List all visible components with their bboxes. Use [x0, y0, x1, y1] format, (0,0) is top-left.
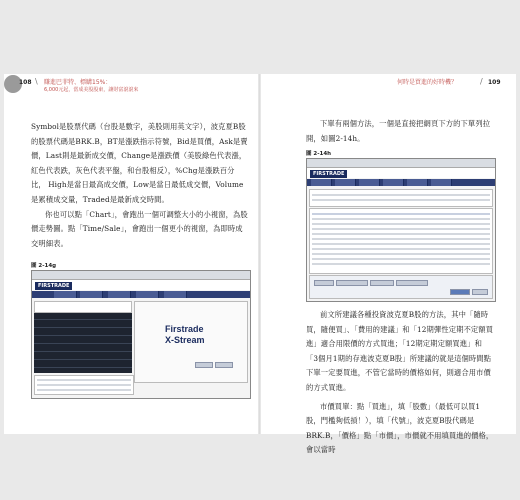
right-header-title: 何時是買進的好時機？: [397, 79, 458, 86]
figure-brand-firstrade: Firstrade: [165, 324, 204, 334]
left-paragraph-2: 你也可以點「Chart」，會跑出一個可調整大小的小視窗，為股價走勢圖。點「Time/Sale」，會跑出一個更小的視窗，為即時成交明細表。: [31, 209, 248, 248]
left-page-number: 108: [19, 79, 32, 86]
header-divider-icon: /: [480, 77, 483, 86]
right-intro-text: [306, 117, 494, 146]
book-spread: [4, 74, 516, 455]
book-gutter: [258, 74, 261, 434]
left-header-title: 賺進巴菲特、標購15%：: [44, 79, 112, 86]
right-body-text: [306, 308, 494, 458]
left-paragraph-1: Symbol是股票代碼（台股是數字，美股則用英文字），波克夏B股的股票代碼是BRK.B，BT是漲跌指示符號，Bid是買價，Ask是賣價，Last則是最新成交價，Change是漲跌價（美股綠色代表漲，紅色代表跌，灰色代表平盤，和台股相反），%Chg是漲跌百分比， High是當日最高成交價，Low是當日最低成交價，Volume是累積成交量，Traded是最新成交時間。: [31, 122, 248, 204]
right-figure-caption: 圖 2-14h: [306, 151, 332, 157]
left-header-subtitle: 6,000元起，當成美股股東，讓財富滾滾來: [44, 87, 139, 93]
left-body-text: [31, 120, 249, 251]
left-figure-caption: 圖 2-14g: [31, 263, 57, 269]
right-page-number: 109: [488, 79, 501, 86]
figure-2-14g-screenshot: FIRSTRADE Firstrade X-Stream: [31, 270, 251, 399]
right-intro-paragraph: 下單有兩個方法，一個是直接把網頁下方的下單列拉開，如圖2-14h。: [306, 119, 491, 143]
header-divider-icon: \: [35, 77, 38, 86]
figure-2-14h-screenshot: FIRSTRADE: [306, 158, 496, 302]
figure-brand-xstream: X-Stream: [165, 335, 205, 345]
right-paragraph-1: 前文所建議各種投資波克夏B股的方法，其中「隨時買，隨便買」、「費用的建議」和「12期彈性定期不定額買進」適合用限價的方式買進；「12期定期定額買進」和「3個月1期的存進波克夏B股」所建議的就是這個時間點下單一定要買進，不管它當時的價格如何，則適合用市價的方式買進。: [306, 310, 494, 392]
right-paragraph-2: 市價買單：點「買進」，填「股數」（最低可以買1股，門檻夠低摃！），填「代號」，波克夏B股代碼是BRK.B，「價格」點「市價」，市價就不用填買進的價格，會以當時: [306, 401, 494, 455]
